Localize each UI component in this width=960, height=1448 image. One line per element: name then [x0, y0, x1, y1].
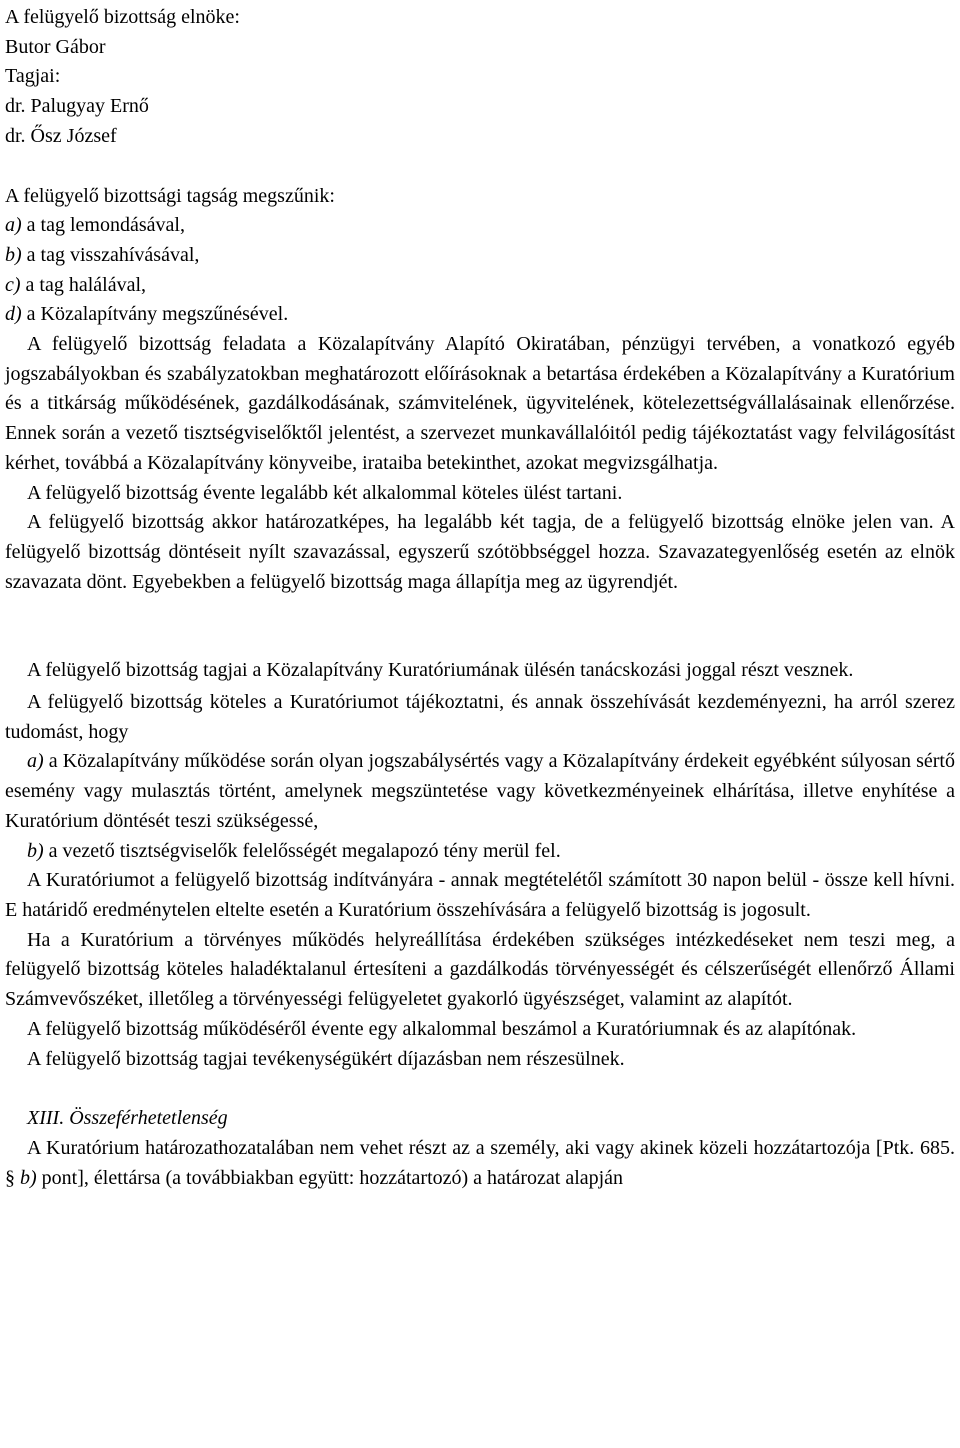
- paragraph-conflict-of-interest: [5, 1134, 955, 1193]
- paragraph-notification: A felügyelő bizottság köteles a Kuratóriumot tájékoztatni, és annak összehívását kezdeményezni, ha arról szerez tudomást, hogy: [5, 691, 955, 743]
- list-item-text: a Közalapítvány megszűnésével.: [21, 303, 289, 326]
- spacer: [5, 152, 955, 182]
- paragraph-condition-b: [5, 837, 955, 867]
- list-marker: b): [27, 839, 44, 862]
- members-label: Tagjai:: [5, 65, 61, 88]
- spacer: [5, 1074, 955, 1104]
- paragraph-escalation: Ha a Kuratórium a törvényes működés helyreállítása érdekében szükséges intézkedéseket nem teszi meg, a felügyelő bizottság köteles haladéktalanul értesíteni a gazdálkodás törvényességét és célszerűségét ellenőrző Állami Számvevőszéket, illetőleg a törvényességi felügyeletet gyakorló ügyészséget, valamint az alapítót.: [5, 928, 955, 1011]
- paragraph-convening: A Kuratóriumot a felügyelő bizottság indítványára - annak megtételétől számított 30 napon belül - össze kell hívni. E határidő eredménytelen eltelte esetén a Kuratórium összehívására a felügyelő bizottság is jogosult.: [5, 869, 955, 921]
- list-item-text: a tag visszahívásával,: [21, 243, 200, 266]
- list-marker: a): [27, 750, 44, 773]
- chair-label: A felügyelő bizottság elnöke:: [5, 6, 240, 28]
- list-marker: b): [20, 1166, 37, 1189]
- supervisory-board-header: [5, 3, 955, 152]
- paragraph-participation: A felügyelő bizottság tagjai a Közalapítvány Kuratóriumának ülésén tanácskozási joggal részt vesznek.: [27, 659, 854, 682]
- condition-text: a Közalapítvány működése során olyan jogszabálysértés vagy a Közalapítvány érdekeit egyébként súlyosan sértő esemény vagy mulasztás történt, amelynek megszüntetése vagy következményeinek elhárítása, illetve enyhítése a Kuratórium döntését teszi szükségessé,: [5, 750, 955, 832]
- paragraph-condition-a: [5, 747, 955, 836]
- spacer: [5, 597, 955, 656]
- list-item: [5, 300, 955, 330]
- paragraph-remuneration: A felügyelő bizottság tagjai tevékenységükért díjazásban nem részesülnek.: [27, 1047, 625, 1070]
- list-item: [5, 211, 955, 241]
- paragraph-quorum: A felügyelő bizottság akkor határozatképes, ha legalább két tagja, de a felügyelő bizottság elnöke jelen van. A felügyelő bizottság döntéseit nyílt szavazással, egyszerű szótöbbséggel hozza. Szavazategyenlőség esetén az elnök szavazata dönt. Egyebekben a felügyelő bizottság maga állapítja meg az ügyrendjét.: [5, 511, 955, 593]
- list-item: [5, 271, 955, 301]
- section-heading: XIII. Összeférhetetlenség: [27, 1107, 228, 1130]
- chair-name: Butor Gábor: [5, 35, 106, 58]
- list-marker: b): [5, 243, 22, 266]
- list-item-text: a tag halálával,: [20, 273, 147, 296]
- termination-list: [5, 182, 955, 331]
- member-name: dr. Palugyay Ernő: [5, 95, 149, 118]
- condition-text: a vezető tisztségviselők felelősségét megalapozó tény merül fel.: [43, 839, 561, 862]
- member-name: dr. Ősz József: [5, 124, 117, 147]
- conflict-text: A Kuratórium határozathozatalában nem vehet részt az a személy, aki vagy akinek közeli hozzátartozója [Ptk. 685. §: [5, 1136, 955, 1189]
- paragraph-duties: A felügyelő bizottság feladata a Közalapítvány Alapító Okiratában, pénzügyi tervében, a vonatkozó egyéb jogszabályokban és szabályzatokban meghatározott előírásoknak a betartása érdekében a Közalapítvány a Kuratórium és a titkárság működésének, gazdálkodásának, számvitelének, ügyvitelének, kötelezettségvállalásainak ellenőrzése. Ennek során a vezető tisztségviselőktől jelentést, a szervezet munkavállalóitól pedig tájékoztatást vagy felvilágosítást kérhet, továbbá a Közalapítvány könyveibe, irataiba betekinthet, azokat megvizsgálhatja.: [5, 333, 955, 474]
- document-page: [5, 3, 955, 1193]
- list-item-text: a tag lemondásával,: [21, 214, 185, 237]
- conflict-text: pont], élettársa (a továbbiakban együtt: hozzátartozó) a határozat alapján: [36, 1166, 624, 1189]
- list-marker: c): [5, 273, 21, 296]
- list-item: [5, 241, 955, 271]
- termination-intro: A felügyelő bizottsági tagság megszűnik:: [5, 184, 335, 207]
- paragraph-reporting: A felügyelő bizottság működéséről évente egy alkalommal beszámol a Kuratóriumnak és az alapítónak.: [27, 1017, 857, 1040]
- list-marker: a): [5, 214, 22, 237]
- paragraph-meetings: A felügyelő bizottság évente legalább két alkalommal köteles ülést tartani.: [27, 481, 623, 504]
- list-marker: d): [5, 303, 22, 326]
